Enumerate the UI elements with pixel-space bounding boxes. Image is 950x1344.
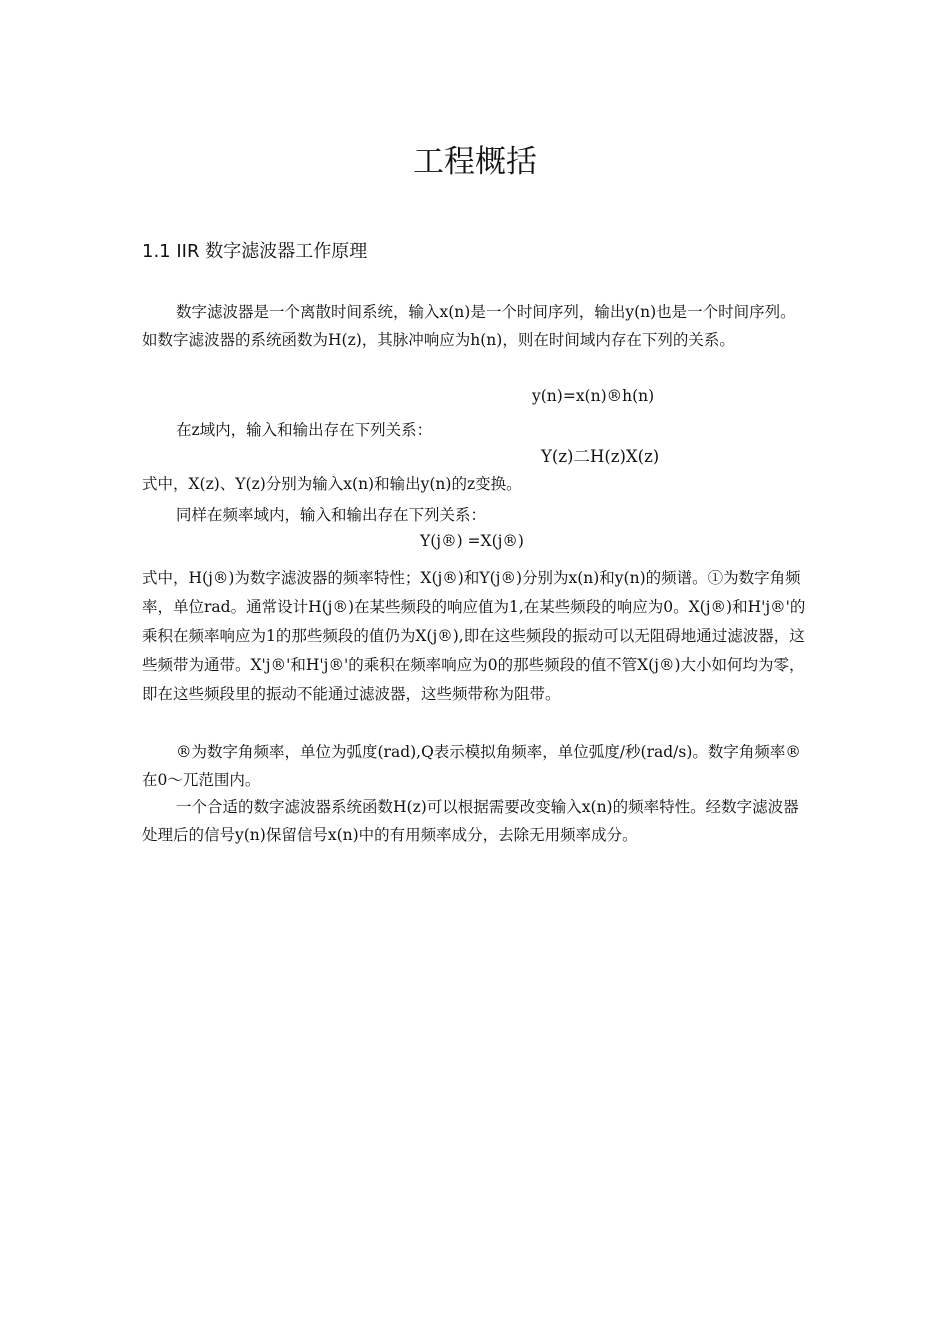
paragraph-7: 一个合适的数字滤波器系统函数H(z)可以根据需要改变输入x(n)的频率特性。经数字滤波器处理后的信号y(n)保留信号x(n)中的有用频率成分，去除无用频率成分。 xyxy=(142,798,799,844)
paragraph-7-block xyxy=(142,793,810,849)
paragraph-5-block xyxy=(142,564,810,709)
paragraph-6: ®为数字角频率，单位为弧度(rad),Q表示模拟角频率，单位弧度/秒(rad/s)。数字角频率®在0〜兀范围内。 xyxy=(142,743,801,789)
equation-frequency-domain: Y(j®) =X(j®) xyxy=(420,532,524,550)
equation-z-domain: Y(z)二H(z)X(z) xyxy=(541,447,660,466)
paragraph-1-block xyxy=(142,298,810,354)
paragraph-5: 式中，H(j®)为数字滤波器的频率特性；X(j®)和Y(j®)分别为x(n)和y(n)的频谱。①为数字角频率，单位rad。通常设计H(j®)在某些频段的响应值为1,在某些频段的响应为0。X(j®)和H'j®'的乘积在频率响应为1的那些频段的值仍为X(j®),即在这些频段的振动可以无阻碍地通过滤波器，这些频带为通带。X'j®'和H'j®'的乘积在频率响应为0的那些频段的值不管X(j®)大小如何均为零，即在这些频段里的振动不能通过滤波器，这些频带称为阻带。 xyxy=(142,569,806,703)
paragraph-6-block xyxy=(142,738,810,794)
paragraph-4-block xyxy=(142,501,810,529)
page-title: 工程概括 xyxy=(413,144,537,180)
paragraph-2-block xyxy=(142,416,810,444)
paragraph-3-block xyxy=(142,470,810,498)
paragraph-4: 同样在频率域内，输入和输出存在下列关系： xyxy=(176,506,487,524)
section-heading: 1.1 IIR 数字滤波器工作原理 xyxy=(142,241,368,262)
paragraph-2: 在z域内，输入和输出存在下列关系： xyxy=(176,421,433,439)
paragraph-3: 式中，X(z)、Y(z)分别为输入x(n)和输出y(n)的z变换。 xyxy=(142,475,522,493)
equation-convolution: y(n)=x(n)®h(n) xyxy=(532,387,655,405)
paragraph-1: 数字滤波器是一个离散时间系统，输入x(n)是一个时间序列，输出y(n)也是一个时间序列。如数字滤波器的系统函数为H(z)，其脉冲响应为h(n)，则在时间域内存在下列的关系。 xyxy=(142,303,796,349)
